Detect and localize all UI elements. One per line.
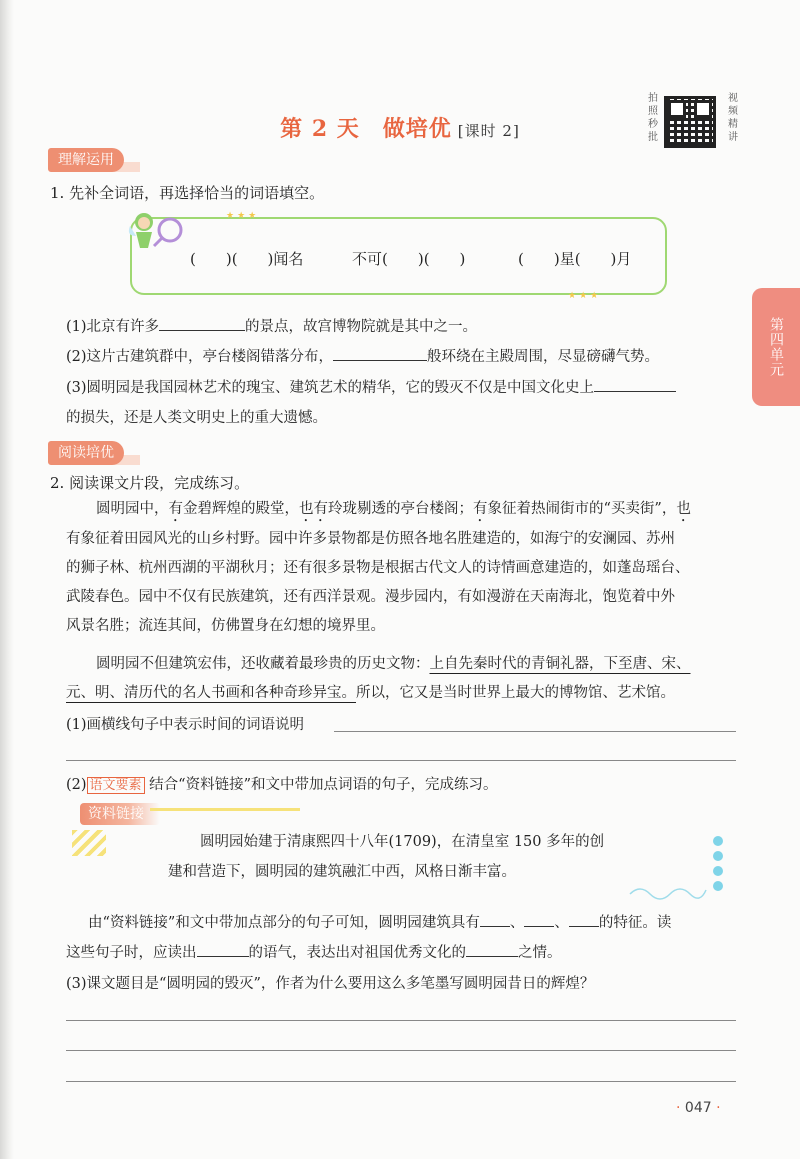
sub-question-1: (1)画横线句子中表示时间的词语说明 xyxy=(66,717,305,733)
fill-item-1: (1)北京有许多 的景点，故宫博物院就是其中之一。 xyxy=(66,315,477,336)
question-2: 2. 阅读课文片段，完成练习。 xyxy=(50,474,250,492)
decor-stripes xyxy=(72,830,106,856)
resource-link-text-2: 建和营造下，圆明园的建筑融汇中西，风格日渐丰富。 xyxy=(168,864,516,880)
page-number: · 047 · xyxy=(676,1100,721,1116)
blank-feature-1[interactable] xyxy=(480,912,510,927)
underlined-sentence-1: 上自先秦时代的青铜礼器，下至唐、宋、 xyxy=(429,656,691,672)
underlined-sentence-2: 元、明、清历代的名人书画和各种奇珍异宝。 xyxy=(66,685,356,701)
passage-paragraph-1 xyxy=(66,495,746,641)
resource-link-title: 资料链接 xyxy=(80,803,160,825)
stars-top: ★★★ xyxy=(226,211,260,221)
idiom-3: ( )星( )月 xyxy=(518,250,632,268)
blank-feature-2[interactable] xyxy=(524,912,554,927)
fairy-magnifier-icon xyxy=(126,208,186,256)
sub-question-3: (3)课文题目是“圆明园的毁灭”，作者为什么要用这么多笔墨写圆明园昔日的辉煌？ xyxy=(66,976,595,992)
unit-side-tab: 第四单元 xyxy=(752,288,800,406)
passage-line-4: 武陵春色。园中不仅有民族建筑，还有西洋景观。漫步园内，有如漫游在天南海北，饱览着中外 xyxy=(66,589,675,605)
title-main: 第 2 天 做培优 xyxy=(280,116,452,142)
idiom-1: ( )( )闻名 xyxy=(190,250,304,268)
answer-line-1b[interactable] xyxy=(66,760,736,761)
fill-item-3: (3)圆明园是我国园林艺术的瑰宝、建筑艺术的精华，它的毁灭不仅是中国文化史上 xyxy=(66,376,676,397)
idiom-2: 不可( )( ) xyxy=(352,250,466,268)
qr-code-icon[interactable] xyxy=(664,96,716,148)
decor-wave-icon xyxy=(628,880,708,900)
answer-line-3a[interactable] xyxy=(66,1020,736,1021)
answer-line-3c[interactable] xyxy=(66,1081,736,1082)
blank-tone[interactable] xyxy=(197,942,249,957)
blank-2[interactable] xyxy=(333,346,427,361)
blank-feature-3[interactable] xyxy=(569,912,599,927)
fill-question-line-1: 由“资料链接”和文中带加点部分的句子可知，圆明园建筑具有 、 、 的特征。读 xyxy=(88,911,671,932)
passage-line-2: 有象征着田园风光的山乡村野。园中许多景物都是仿照各地名胜建造的，如海宁的安澜园、苏州 xyxy=(66,531,675,547)
answer-line-3b[interactable] xyxy=(66,1050,736,1051)
stars-bottom: ★★★ xyxy=(568,291,602,301)
question-1: 1. 先补全词语，再选择恰当的词语填空。 xyxy=(50,184,325,202)
section-tag-understand: 理解运用 xyxy=(48,148,124,172)
label-yuwen-yaosu: 语文要素 xyxy=(87,777,145,794)
title-sub: [课时 2] xyxy=(457,122,520,140)
passage-paragraph-2: 圆明园不但建筑宏伟，还收藏着最珍贵的历史文物：上自先秦时代的青铜礼器，下至唐、宋、 元、明、清历代的名人书画和各种奇珍异宝。所以，它又是当时世界上最大的博物馆、艺术馆。 xyxy=(66,656,691,701)
fill-item-3-cont: 的损失，还是人类文明史上的重大遗憾。 xyxy=(66,410,327,426)
section-tag-reading: 阅读培优 xyxy=(48,441,124,465)
blank-1[interactable] xyxy=(159,316,245,331)
resource-link-text-1: 圆明园始建于清康熙四十八年(1709)，在清皇室 150 多年的创 xyxy=(200,834,605,850)
fill-question-line-2: 这些句子时，应读出 的语气，表达出对祖国优秀文化的 之情。 xyxy=(66,941,562,962)
fill-item-2: (2)这片古建筑群中，亭台楼阁错落分布， 般环绕在主殿周围，尽显磅礴气势。 xyxy=(66,345,659,366)
page-spine-shadow xyxy=(0,0,14,1159)
passage-line-1: 圆明园中，有金碧辉煌的殿堂，也有玲珑剔透的亭台楼阁；有象征着热闹街市的“买卖街”，也 xyxy=(96,501,691,517)
blank-3[interactable] xyxy=(594,377,676,392)
qr-code-block[interactable] xyxy=(640,92,740,154)
answer-line-1a[interactable] xyxy=(334,731,736,732)
passage-line-5: 风景名胜；流连其间，仿佛置身在幻想的境界里。 xyxy=(66,618,385,634)
sub-question-2: (2) 语文要素 结合“资料链接”和文中带加点词语的句子，完成练习。 xyxy=(66,777,498,793)
decor-yellow-line xyxy=(150,808,300,811)
qr-left-caption: 拍照秒批 xyxy=(648,93,658,143)
passage-line-3: 的狮子林、杭州西湖的平湖秋月；还有很多景物是根据古代文人的诗情画意建造的，如蓬岛瑶台、 xyxy=(66,560,690,576)
decor-dots xyxy=(713,836,723,896)
blank-emotion[interactable] xyxy=(466,942,518,957)
qr-right-caption: 视频精讲 xyxy=(728,93,738,143)
